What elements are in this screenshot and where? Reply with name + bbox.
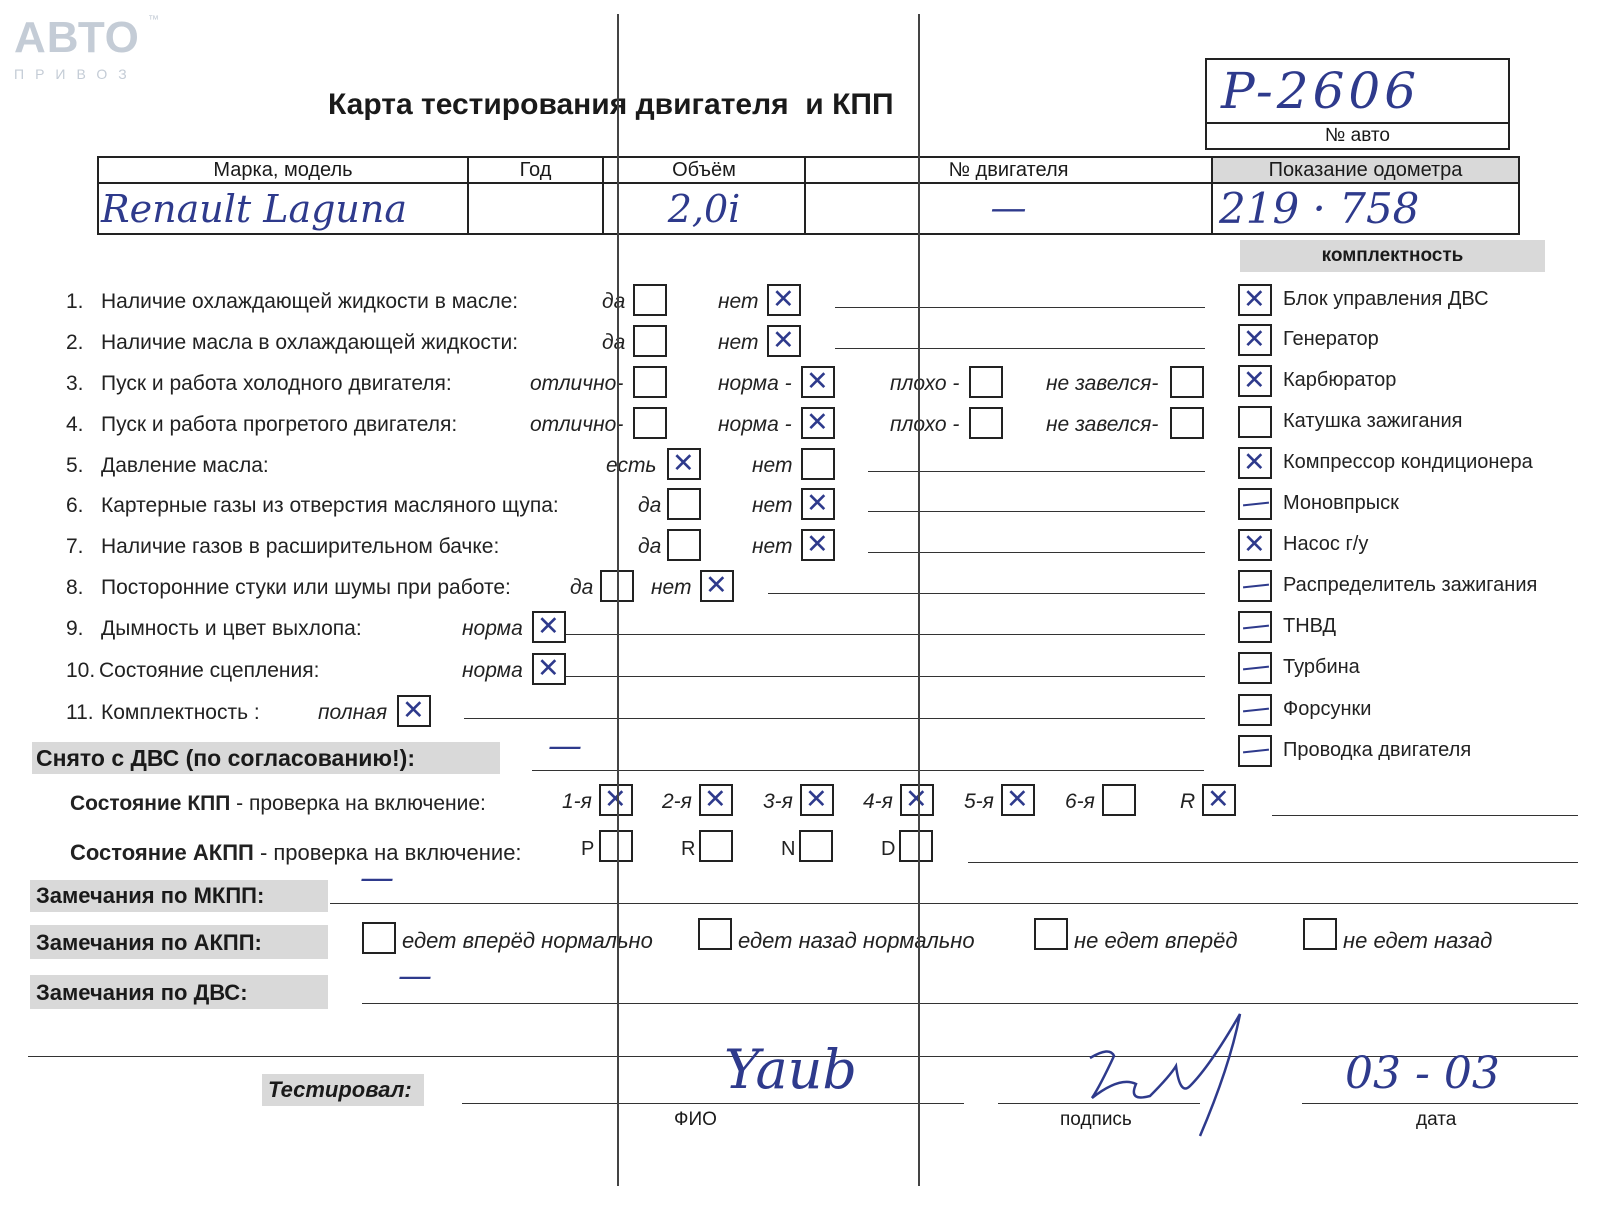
item-3-opt-otlichno: отлично-: [530, 413, 624, 436]
date-label: дата: [1416, 1109, 1457, 1130]
page-title: Карта тестирования двигателя и КПП: [328, 88, 894, 121]
snyato-value: —: [548, 726, 582, 766]
item-text-2: Пуск и работа холодного двигателя:: [101, 372, 452, 395]
date-line: [1302, 1103, 1578, 1104]
kpp-gear-checkbox-3[interactable]: [900, 784, 934, 816]
akpp-remark-label-2: не едет вперёд: [1074, 928, 1238, 953]
item-text-7: Посторонние стуки или шумы при работе:: [101, 576, 511, 599]
item-3-opt-norma_dash: норма -: [718, 413, 792, 436]
sign-line: [998, 1103, 1200, 1104]
akpp-mode-checkbox-0[interactable]: [599, 830, 633, 862]
item-0-checkbox-net[interactable]: [767, 284, 801, 316]
car-number-value: P-2606: [1221, 62, 1421, 120]
item-1-checkbox-da[interactable]: [633, 325, 667, 357]
kpp-gear-label-3: 4-я: [863, 790, 893, 813]
item-number-3: 4.: [66, 413, 84, 436]
item-number-10: 11.: [66, 701, 94, 724]
komplekt-label-7: Распределитель зажигания: [1283, 574, 1538, 596]
kpp-gear-label-1: 2-я: [662, 790, 692, 813]
scan-fold-line-1: [617, 14, 619, 1186]
car-number-label: № авто: [1325, 125, 1390, 146]
kpp-label: [70, 792, 486, 816]
item-text-5: Картерные газы из отверстия масляного щупа:: [101, 494, 559, 517]
komplekt-checkbox-4[interactable]: [1238, 447, 1272, 479]
item-number-7: 8.: [66, 576, 84, 599]
komplekt-title: комплектность: [1321, 245, 1464, 266]
item-text-8: Дымность и цвет выхлопа:: [101, 617, 362, 640]
col-odometer: Показание одометра: [1212, 157, 1519, 183]
item-10-opt-polnaya: полная: [318, 701, 388, 724]
date-value: 03 - 03: [1345, 1048, 1500, 1099]
kpp-gear-checkbox-6[interactable]: [1202, 784, 1236, 816]
komplekt-label-3: Катушка зажигания: [1283, 410, 1463, 432]
sign-label: подпись: [1060, 1109, 1132, 1130]
item-2-checkbox-norma[interactable]: [801, 366, 835, 398]
item-number-4: 5.: [66, 454, 84, 477]
item-3-checkbox-ne-zavelsya[interactable]: [1170, 407, 1204, 439]
kpp-label-bold: Состояние КПП: [70, 792, 231, 815]
item-8-checkbox-norma[interactable]: [532, 611, 566, 643]
komplekt-label-6: Насос г/у: [1283, 533, 1369, 555]
akpp-remark-checkbox-2[interactable]: [1034, 918, 1068, 950]
vehicle-header-table: [97, 156, 1520, 235]
item-text-1: Наличие масла в охлаждающей жидкости:: [101, 331, 519, 354]
item-4-opt-net: нет: [752, 454, 793, 477]
komplekt-checkbox-6[interactable]: [1238, 529, 1272, 561]
item-6-opt-da: да: [638, 535, 662, 558]
col-year: Год: [468, 157, 603, 183]
item-5-checkbox-net[interactable]: [801, 488, 835, 520]
item-number-2: 3.: [66, 372, 84, 395]
item-9-line: [566, 676, 1205, 677]
kpp-gear-label-2: 3-я: [763, 790, 793, 813]
item-number-0: 1.: [66, 290, 84, 313]
scan-fold-line-2: [918, 14, 920, 1186]
item-number-5: 6.: [66, 494, 84, 517]
akpp-mode-checkbox-3[interactable]: [899, 830, 933, 862]
remarks-dvs-label: Замечания по ДВС:: [36, 980, 248, 1005]
item-9-checkbox-norma[interactable]: [532, 653, 566, 685]
kpp-gear-checkbox-2[interactable]: [800, 784, 834, 816]
item-2-checkbox-ploho[interactable]: [969, 366, 1003, 398]
item-7-opt-da: да: [570, 576, 594, 599]
akpp-mode-label-3: D: [881, 838, 896, 860]
item-1-opt-net: нет: [718, 331, 759, 354]
item-text-3: Пуск и работа прогретого двигателя:: [101, 413, 458, 436]
komplekt-label-9: Турбина: [1283, 656, 1360, 678]
akpp-remark-checkbox-3[interactable]: [1303, 918, 1337, 950]
komplekt-label-8: ТНВД: [1283, 615, 1337, 637]
akpp-mode-label-1: R: [681, 838, 696, 860]
item-0-line: [835, 307, 1205, 308]
item-text-0: Наличие охлаждающей жидкости в масле:: [101, 290, 519, 313]
item-4-opt-est: есть: [606, 454, 657, 477]
remarks-mkpp-label: Замечания по МКПП:: [36, 883, 265, 908]
item-0-checkbox-da[interactable]: [633, 284, 667, 316]
item-5-opt-da: да: [638, 494, 662, 517]
komplekt-checkbox-3[interactable]: [1238, 406, 1272, 438]
item-text-6: Наличие газов в расширительном бачке:: [101, 535, 500, 558]
kpp-gear-label-5: 6-я: [1065, 790, 1095, 813]
item-0-opt-net: нет: [718, 290, 759, 313]
komplekt-label-2: Карбюратор: [1283, 369, 1397, 391]
item-2-checkbox-otlichno[interactable]: [633, 366, 667, 398]
item-5-opt-net: нет: [752, 494, 793, 517]
item-3-checkbox-ploho[interactable]: [969, 407, 1003, 439]
akpp-mode-label-0: P: [581, 838, 595, 860]
item-9-opt-norma: норма: [462, 659, 523, 682]
kpp-label-rest: - проверка на включение:: [230, 792, 486, 815]
komplekt-checkbox-0[interactable]: [1238, 284, 1272, 316]
item-10-checkbox-polnaya[interactable]: [397, 695, 431, 727]
komplekt-checkbox-9[interactable]: [1238, 652, 1272, 684]
komplekt-label-0: Блок управления ДВС: [1283, 288, 1489, 310]
logo: [14, 13, 159, 82]
kpp-gear-label-0: 1-я: [562, 790, 592, 813]
kpp-gear-label-6: R: [1180, 790, 1196, 813]
item-text-9: Состояние сцепления:: [99, 659, 320, 682]
odometer-value: 219 · 758: [1212, 183, 1519, 234]
akpp-remark-label-3: не едет назад: [1343, 928, 1493, 953]
volume-value: 2,0i: [603, 183, 805, 234]
komplekt-checkbox-8[interactable]: [1238, 611, 1272, 643]
akpp-remark-label-1: едет назад нормально: [738, 928, 975, 953]
komplekt-label-5: Моновпрыск: [1283, 492, 1399, 514]
akpp-label: [70, 840, 522, 866]
item-0-opt-da: да: [602, 290, 626, 313]
car-number-box: [1205, 58, 1510, 150]
kpp-gear-checkbox-5[interactable]: [1102, 784, 1136, 816]
tested-label: Тестировал:: [268, 1077, 412, 1102]
akpp-label-bold: Состояние АКПП: [70, 840, 254, 865]
remarks-akpp-label: Замечания по АКПП:: [36, 930, 262, 955]
item-2-checkbox-ne-zavelsya[interactable]: [1170, 366, 1204, 398]
item-number-6: 7.: [66, 535, 84, 558]
komplekt-label-10: Форсунки: [1283, 698, 1372, 720]
snyato-label: Снято с ДВС (по согласованию!):: [36, 745, 415, 771]
kpp-line: [1272, 815, 1578, 816]
item-8-opt-norma: норма: [462, 617, 523, 640]
item-6-opt-net: нет: [752, 535, 793, 558]
kpp-gear-checkbox-0[interactable]: [599, 784, 633, 816]
akpp-remark-label-0: едет вперёд нормально: [402, 928, 653, 953]
item-5-checkbox-da[interactable]: [667, 488, 701, 520]
akpp-label-rest: - проверка на включение:: [253, 840, 522, 865]
item-1-opt-da: да: [602, 331, 626, 354]
item-7-checkbox-net[interactable]: [700, 570, 734, 602]
kpp-gear-checkbox-1[interactable]: [699, 784, 733, 816]
item-number-8: 9.: [66, 617, 84, 640]
item-number-1: 2.: [66, 331, 84, 354]
item-2-opt-norma_dash: норма -: [718, 372, 792, 395]
item-7-opt-net: нет: [651, 576, 692, 599]
logo-sub: ПРИВОЗ: [14, 66, 138, 82]
komplekt-checkbox-5[interactable]: [1238, 488, 1272, 520]
komplekt-checkbox-7[interactable]: [1238, 570, 1272, 602]
akpp-remark-checkbox-1[interactable]: [698, 918, 732, 950]
akpp-line: [968, 862, 1578, 863]
model-value: Renault Laguna: [98, 183, 468, 234]
remarks-mkpp-line: [330, 903, 1578, 904]
akpp-mode-checkbox-1[interactable]: [699, 830, 733, 862]
komplekt-checkbox-2[interactable]: [1238, 365, 1272, 397]
komplekt-label-1: Генератор: [1283, 328, 1379, 350]
item-6-checkbox-net[interactable]: [801, 529, 835, 561]
col-volume: Объём: [603, 157, 805, 183]
item-4-checkbox-est[interactable]: [667, 448, 701, 480]
logo-tm: ™: [148, 14, 159, 26]
kpp-gear-label-4: 5-я: [964, 790, 994, 813]
kpp-gear-checkbox-4[interactable]: [1001, 784, 1035, 816]
item-text-4: Давление масла:: [101, 454, 269, 477]
item-3-checkbox-otlichno[interactable]: [633, 407, 667, 439]
item-number-9: 10.: [66, 659, 96, 682]
akpp-remark-checkbox-0[interactable]: [362, 922, 396, 954]
fio-label: ФИО: [674, 1109, 717, 1130]
item-1-line: [835, 348, 1205, 349]
item-2-opt-otlichno: отлично-: [530, 372, 624, 395]
komplekt-label-11: Проводка двигателя: [1283, 739, 1472, 761]
akpp-mode-checkbox-2[interactable]: [799, 830, 833, 862]
item-4-checkbox-net[interactable]: [801, 448, 835, 480]
engine-no-value: —: [805, 183, 1212, 234]
item-2-opt-ne_zavelsya: не завелся-: [1046, 372, 1159, 395]
item-3-opt-ploho: плохо -: [890, 413, 960, 436]
komplekt-checkbox-1[interactable]: [1238, 324, 1272, 356]
snyato-line: [532, 770, 1204, 771]
year-value: [468, 183, 603, 234]
item-6-checkbox-da[interactable]: [667, 529, 701, 561]
item-10-line: [464, 718, 1205, 719]
item-3-opt-ne_zavelsya: не завелся-: [1046, 413, 1159, 436]
akpp-mode-label-2: N: [781, 838, 796, 860]
logo-brand: АВТО: [14, 13, 140, 62]
col-model: Марка, модель: [98, 157, 468, 183]
item-1-checkbox-net[interactable]: [767, 325, 801, 357]
item-3-checkbox-norma[interactable]: [801, 407, 835, 439]
fio-line: [462, 1103, 964, 1104]
item-2-opt-ploho: плохо -: [890, 372, 960, 395]
remarks-dvs-value: —: [398, 956, 432, 996]
col-engine-no: № двигателя: [805, 157, 1212, 183]
komplekt-checkbox-11[interactable]: [1238, 735, 1272, 767]
remarks-dvs-line: [362, 1003, 1578, 1004]
fio-value: Yaиb: [724, 1038, 857, 1101]
item-7-line: [768, 593, 1205, 594]
item-8-line: [566, 634, 1205, 635]
item-text-10: Комплектность :: [101, 701, 260, 724]
akpp-value: —: [360, 858, 394, 898]
komplekt-checkbox-10[interactable]: [1238, 694, 1272, 726]
komplekt-label-4: Компрессор кондиционера: [1283, 451, 1533, 473]
